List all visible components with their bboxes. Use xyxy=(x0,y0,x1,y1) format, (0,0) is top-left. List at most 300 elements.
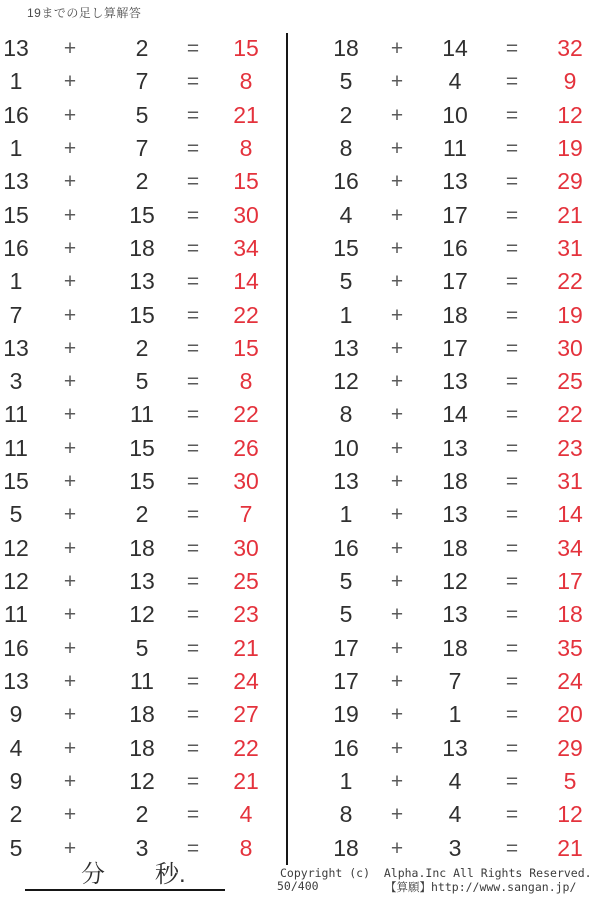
operand-b: 15 xyxy=(129,201,155,228)
answer-value: 22 xyxy=(233,301,259,328)
answer-value: 27 xyxy=(233,701,259,728)
operand-a: 15 xyxy=(3,468,29,495)
operand-b: 11 xyxy=(130,667,154,694)
answer-value: 30 xyxy=(233,468,259,495)
answer-value: 29 xyxy=(557,168,583,195)
problem-row xyxy=(287,498,600,531)
operand-a: 13 xyxy=(3,168,29,195)
operand-b: 18 xyxy=(442,634,468,661)
plus-operator: + xyxy=(390,370,404,394)
plus-operator: + xyxy=(390,70,404,94)
operand-b: 13 xyxy=(442,734,468,761)
operand-b: 2 xyxy=(135,334,149,361)
plus-operator: + xyxy=(63,70,77,94)
operand-a: 2 xyxy=(339,101,353,128)
equals-sign: = xyxy=(505,436,519,460)
operand-a: 5 xyxy=(339,568,353,594)
answer-value: 22 xyxy=(557,401,583,428)
equals-sign: = xyxy=(186,836,200,860)
operand-a: 4 xyxy=(339,201,353,228)
answer-value: 18 xyxy=(557,601,583,628)
operand-b: 5 xyxy=(135,634,149,661)
problem-row xyxy=(0,32,287,65)
operand-b: 15 xyxy=(129,468,155,495)
problem-row xyxy=(0,332,287,365)
problem-row xyxy=(287,465,600,498)
operand-b: 18 xyxy=(442,534,468,561)
operand-a: 13 xyxy=(3,35,29,61)
equals-sign: = xyxy=(505,470,519,494)
plus-operator: + xyxy=(390,336,404,360)
time-entry-underline xyxy=(25,889,225,891)
operand-a: 3 xyxy=(9,368,23,395)
equals-sign: = xyxy=(186,669,200,693)
operand-a: 16 xyxy=(333,168,359,195)
plus-operator: + xyxy=(390,536,404,560)
problem-row xyxy=(0,532,287,565)
operand-a: 16 xyxy=(3,101,29,128)
problem-row xyxy=(0,798,287,831)
equals-sign: = xyxy=(186,37,200,60)
problem-row xyxy=(0,165,287,198)
operand-b: 4 xyxy=(448,767,462,794)
problem-row xyxy=(287,365,600,398)
answer-value: 22 xyxy=(233,734,259,761)
answer-value: 20 xyxy=(557,701,583,728)
answer-value: 8 xyxy=(239,368,253,395)
plus-operator: + xyxy=(390,703,404,727)
plus-operator: + xyxy=(390,403,404,427)
operand-b: 15 xyxy=(129,434,155,461)
equals-sign: = xyxy=(505,236,519,260)
plus-operator: + xyxy=(390,836,404,860)
answer-value: 31 xyxy=(557,234,583,261)
plus-operator: + xyxy=(63,403,77,427)
equals-sign: = xyxy=(505,636,519,660)
equals-sign: = xyxy=(186,336,200,360)
operand-a: 15 xyxy=(3,201,29,228)
problem-row xyxy=(0,498,287,531)
equals-sign: = xyxy=(505,303,519,327)
minutes-label: 分 xyxy=(81,861,105,888)
equals-sign: = xyxy=(505,403,519,427)
answer-value: 21 xyxy=(233,634,259,661)
problem-row xyxy=(0,132,287,165)
problem-row xyxy=(287,32,600,65)
operand-a: 11 xyxy=(4,601,28,628)
equals-sign: = xyxy=(186,470,200,494)
operand-b: 10 xyxy=(442,101,468,128)
operand-a: 7 xyxy=(9,301,23,328)
answer-value: 12 xyxy=(557,101,583,128)
operand-a: 5 xyxy=(339,268,353,295)
answer-value: 21 xyxy=(233,101,259,128)
plus-operator: + xyxy=(390,636,404,660)
plus-operator: + xyxy=(63,536,77,560)
operand-a: 16 xyxy=(333,534,359,561)
answer-value: 15 xyxy=(233,334,259,361)
answer-value: 30 xyxy=(557,334,583,361)
plus-operator: + xyxy=(63,370,77,394)
problem-row xyxy=(287,332,600,365)
plus-operator: + xyxy=(63,736,77,760)
answer-value: 25 xyxy=(233,568,259,594)
operand-b: 7 xyxy=(448,667,462,694)
problem-row xyxy=(0,465,287,498)
equals-sign: = xyxy=(505,37,519,60)
plus-operator: + xyxy=(63,769,77,793)
plus-operator: + xyxy=(390,103,404,127)
equals-sign: = xyxy=(505,503,519,527)
operand-a: 13 xyxy=(3,667,29,694)
plus-operator: + xyxy=(390,769,404,793)
problem-row xyxy=(0,598,287,631)
problem-row xyxy=(0,565,287,598)
plus-operator: + xyxy=(63,136,77,160)
operand-b: 4 xyxy=(448,68,462,95)
answer-value: 25 xyxy=(557,368,583,395)
equals-sign: = xyxy=(505,103,519,127)
answer-value: 8 xyxy=(239,834,253,861)
operand-a: 12 xyxy=(3,534,29,561)
operand-b: 2 xyxy=(135,801,149,828)
equals-sign: = xyxy=(505,703,519,727)
equals-sign: = xyxy=(505,536,519,560)
plus-operator: + xyxy=(390,136,404,160)
operand-b: 13 xyxy=(442,434,468,461)
operand-a: 8 xyxy=(339,801,353,828)
operand-b: 17 xyxy=(442,268,468,295)
operand-a: 1 xyxy=(9,268,23,295)
answer-value: 5 xyxy=(563,767,577,794)
plus-operator: + xyxy=(63,603,77,627)
operand-a: 16 xyxy=(3,234,29,261)
plus-operator: + xyxy=(390,736,404,760)
operand-a: 1 xyxy=(339,767,353,794)
answer-value: 4 xyxy=(239,801,253,828)
operand-a: 1 xyxy=(339,501,353,528)
operand-a: 12 xyxy=(3,568,29,594)
answer-value: 17 xyxy=(557,568,583,594)
operand-b: 18 xyxy=(442,468,468,495)
answer-value: 14 xyxy=(233,268,259,295)
equals-sign: = xyxy=(186,136,200,160)
plus-operator: + xyxy=(63,669,77,693)
equals-sign: = xyxy=(186,170,200,194)
operand-b: 18 xyxy=(129,734,155,761)
equals-sign: = xyxy=(186,703,200,727)
operand-a: 11 xyxy=(4,401,28,428)
plus-operator: + xyxy=(390,37,404,60)
operand-a: 13 xyxy=(3,334,29,361)
problem-row xyxy=(287,65,600,98)
equals-sign: = xyxy=(505,570,519,593)
equals-sign: = xyxy=(186,203,200,227)
operand-b: 13 xyxy=(129,268,155,295)
operand-a: 1 xyxy=(9,68,23,95)
equals-sign: = xyxy=(505,70,519,94)
problem-row xyxy=(287,432,600,465)
equals-sign: = xyxy=(186,436,200,460)
operand-a: 15 xyxy=(333,234,359,261)
operand-b: 17 xyxy=(442,334,468,361)
equals-sign: = xyxy=(505,270,519,294)
answer-value: 19 xyxy=(557,301,583,328)
answer-value: 19 xyxy=(557,134,583,161)
operand-a: 1 xyxy=(339,301,353,328)
site-url: 【算願】http://www.sangan.jp/ xyxy=(385,880,577,894)
plus-operator: + xyxy=(63,636,77,660)
plus-operator: + xyxy=(63,336,77,360)
plus-operator: + xyxy=(63,203,77,227)
problem-row xyxy=(0,99,287,132)
problem-row xyxy=(0,632,287,665)
equals-sign: = xyxy=(186,403,200,427)
answer-value: 15 xyxy=(233,168,259,195)
operand-a: 16 xyxy=(3,634,29,661)
problems-column-left xyxy=(0,32,287,865)
equals-sign: = xyxy=(186,736,200,760)
operand-a: 10 xyxy=(333,434,359,461)
operand-b: 13 xyxy=(129,568,155,594)
plus-operator: + xyxy=(63,436,77,460)
problem-row xyxy=(287,165,600,198)
answer-value: 7 xyxy=(239,501,253,528)
operand-b: 3 xyxy=(135,834,149,861)
operand-b: 13 xyxy=(442,601,468,628)
answer-value: 31 xyxy=(557,468,583,495)
equals-sign: = xyxy=(505,336,519,360)
plus-operator: + xyxy=(63,503,77,527)
plus-operator: + xyxy=(63,836,77,860)
problem-row xyxy=(0,299,287,332)
answer-value: 34 xyxy=(233,234,259,261)
operand-b: 12 xyxy=(129,601,155,628)
operand-a: 13 xyxy=(333,334,359,361)
equals-sign: = xyxy=(186,236,200,260)
equals-sign: = xyxy=(186,270,200,294)
equals-sign: = xyxy=(505,170,519,194)
answer-value: 21 xyxy=(233,767,259,794)
operand-a: 8 xyxy=(339,134,353,161)
operand-a: 9 xyxy=(9,701,23,728)
problem-row xyxy=(287,132,600,165)
plus-operator: + xyxy=(390,303,404,327)
operand-b: 14 xyxy=(442,401,468,428)
equals-sign: = xyxy=(186,636,200,660)
equals-sign: = xyxy=(186,303,200,327)
plus-operator: + xyxy=(390,470,404,494)
plus-operator: + xyxy=(63,170,77,194)
answer-value: 9 xyxy=(563,68,577,95)
plus-operator: + xyxy=(63,470,77,494)
problem-row xyxy=(0,832,287,865)
plus-operator: + xyxy=(63,103,77,127)
operand-a: 13 xyxy=(333,468,359,495)
operand-a: 16 xyxy=(333,734,359,761)
answer-value: 30 xyxy=(233,201,259,228)
operand-b: 12 xyxy=(442,568,468,594)
operand-b: 16 xyxy=(442,234,468,261)
problem-row xyxy=(0,65,287,98)
problem-row xyxy=(287,665,600,698)
plus-operator: + xyxy=(63,803,77,827)
answer-value: 22 xyxy=(233,401,259,428)
problems-column-right xyxy=(287,32,600,865)
operand-b: 14 xyxy=(442,35,468,61)
operand-a: 5 xyxy=(9,501,23,528)
problem-row xyxy=(287,398,600,431)
operand-a: 17 xyxy=(333,667,359,694)
plus-operator: + xyxy=(390,603,404,627)
answer-value: 12 xyxy=(557,801,583,828)
plus-operator: + xyxy=(390,236,404,260)
operand-b: 17 xyxy=(442,201,468,228)
equals-sign: = xyxy=(186,70,200,94)
problem-row xyxy=(287,199,600,232)
equals-sign: = xyxy=(186,503,200,527)
plus-operator: + xyxy=(390,270,404,294)
problem-row xyxy=(287,99,600,132)
problem-row xyxy=(287,765,600,798)
problem-row xyxy=(0,365,287,398)
problem-row xyxy=(0,732,287,765)
problem-row xyxy=(287,565,600,598)
answer-value: 23 xyxy=(557,434,583,461)
equals-sign: = xyxy=(186,570,200,593)
problem-row xyxy=(0,765,287,798)
operand-b: 3 xyxy=(448,834,462,861)
plus-operator: + xyxy=(390,570,404,593)
plus-operator: + xyxy=(390,436,404,460)
answer-value: 26 xyxy=(233,434,259,461)
equals-sign: = xyxy=(505,603,519,627)
seconds-label: 秒. xyxy=(155,861,186,888)
operand-a: 18 xyxy=(333,35,359,61)
equals-sign: = xyxy=(505,736,519,760)
problem-row xyxy=(287,232,600,265)
answer-value: 24 xyxy=(233,667,259,694)
equals-sign: = xyxy=(186,370,200,394)
answer-value: 24 xyxy=(557,667,583,694)
operand-a: 12 xyxy=(333,368,359,395)
operand-b: 2 xyxy=(135,168,149,195)
operand-b: 13 xyxy=(442,168,468,195)
operand-b: 18 xyxy=(129,701,155,728)
problem-row xyxy=(287,732,600,765)
plus-operator: + xyxy=(390,803,404,827)
answer-value: 29 xyxy=(557,734,583,761)
problem-row xyxy=(0,265,287,298)
page-number: 50/400 xyxy=(277,879,319,893)
operand-a: 1 xyxy=(9,134,23,161)
equals-sign: = xyxy=(505,669,519,693)
equals-sign: = xyxy=(186,536,200,560)
plus-operator: + xyxy=(390,170,404,194)
equals-sign: = xyxy=(186,603,200,627)
plus-operator: + xyxy=(63,703,77,727)
equals-sign: = xyxy=(505,203,519,227)
answer-value: 8 xyxy=(239,68,253,95)
equals-sign: = xyxy=(505,836,519,860)
answer-value: 14 xyxy=(557,501,583,528)
problem-row xyxy=(287,698,600,731)
operand-b: 1 xyxy=(448,701,462,728)
operand-b: 11 xyxy=(443,134,467,161)
operand-b: 13 xyxy=(442,501,468,528)
operand-b: 7 xyxy=(135,134,149,161)
plus-operator: + xyxy=(63,570,77,593)
plus-operator: + xyxy=(63,236,77,260)
answer-value: 35 xyxy=(557,634,583,661)
answer-value: 8 xyxy=(239,134,253,161)
problem-row xyxy=(0,199,287,232)
operand-b: 2 xyxy=(135,501,149,528)
problem-row xyxy=(0,698,287,731)
problem-row xyxy=(287,598,600,631)
plus-operator: + xyxy=(390,669,404,693)
problem-row xyxy=(0,432,287,465)
plus-operator: + xyxy=(390,203,404,227)
problem-row xyxy=(287,299,600,332)
plus-operator: + xyxy=(390,503,404,527)
problem-row xyxy=(287,798,600,831)
answer-value: 21 xyxy=(557,834,583,861)
problem-row xyxy=(0,232,287,265)
operand-b: 12 xyxy=(129,767,155,794)
problem-row xyxy=(0,398,287,431)
operand-a: 9 xyxy=(9,767,23,794)
answer-value: 15 xyxy=(233,35,259,61)
operand-b: 4 xyxy=(448,801,462,828)
operand-b: 18 xyxy=(129,534,155,561)
problem-row xyxy=(287,532,600,565)
plus-operator: + xyxy=(63,270,77,294)
problem-row xyxy=(0,665,287,698)
equals-sign: = xyxy=(186,769,200,793)
answer-value: 22 xyxy=(557,268,583,295)
operand-a: 11 xyxy=(4,434,28,461)
operand-a: 5 xyxy=(339,601,353,628)
operand-b: 11 xyxy=(130,401,154,428)
operand-b: 18 xyxy=(129,234,155,261)
plus-operator: + xyxy=(63,303,77,327)
operand-a: 2 xyxy=(9,801,23,828)
operand-a: 19 xyxy=(333,701,359,728)
operand-a: 17 xyxy=(333,634,359,661)
copyright-text: Copyright (c) Alpha.Inc All Rights Reserved. xyxy=(280,866,592,880)
answer-value: 23 xyxy=(233,601,259,628)
answer-value: 21 xyxy=(557,201,583,228)
equals-sign: = xyxy=(505,803,519,827)
operand-b: 7 xyxy=(135,68,149,95)
operand-b: 15 xyxy=(129,301,155,328)
operand-a: 18 xyxy=(333,834,359,861)
equals-sign: = xyxy=(186,103,200,127)
operand-a: 8 xyxy=(339,401,353,428)
answer-value: 32 xyxy=(557,35,583,61)
problem-row xyxy=(287,832,600,865)
operand-b: 18 xyxy=(442,301,468,328)
operand-a: 5 xyxy=(9,834,23,861)
equals-sign: = xyxy=(505,136,519,160)
equals-sign: = xyxy=(505,769,519,793)
equals-sign: = xyxy=(505,370,519,394)
operand-b: 5 xyxy=(135,368,149,395)
equals-sign: = xyxy=(186,803,200,827)
operand-a: 5 xyxy=(339,68,353,95)
problem-row xyxy=(287,265,600,298)
